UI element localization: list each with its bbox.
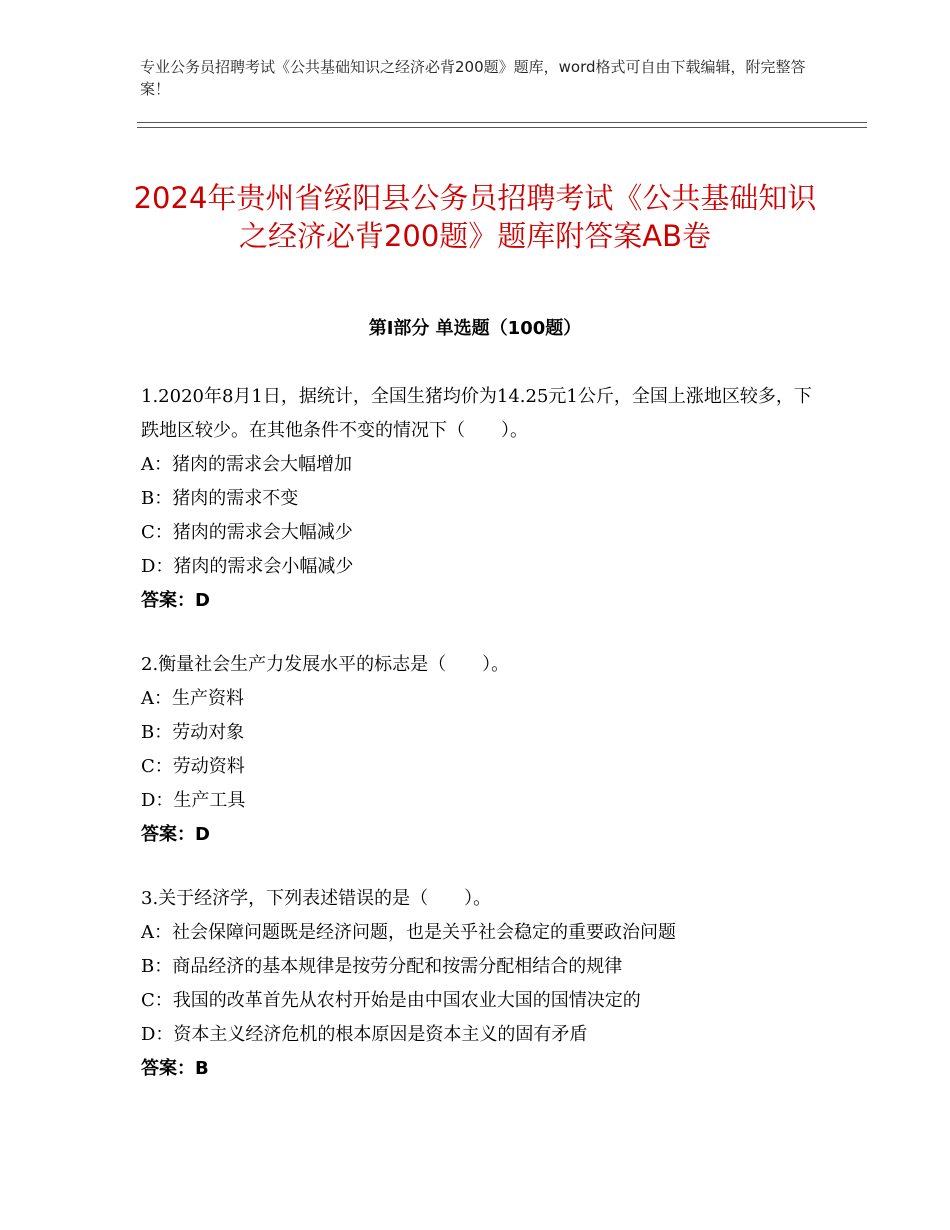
answer-line: 答案：B	[141, 1058, 209, 1079]
option-c: C：我国的改革首先从农村开始是由中国农业大国的国情决定的	[141, 990, 641, 1011]
option-a: A：社会保障问题既是经济问题，也是关乎社会稳定的重要政治问题	[141, 922, 676, 943]
option-b: B：猪肉的需求不变	[141, 488, 299, 509]
header-note: 专业公务员招聘考试《公共基础知识之经济必背200题》题库，word格式可自由下载编辑，附完整答案！	[140, 58, 806, 98]
question-stem: 3.关于经济学，下列表述错误的是（ ）。	[141, 888, 492, 909]
answer-line: 答案：D	[141, 824, 210, 845]
question-1	[141, 380, 821, 618]
option-d: D：资本主义经济危机的根本原因是资本主义的固有矛盾	[141, 1024, 588, 1045]
document-title: 2024年贵州省绥阳县公务员招聘考试《公共基础知识之经济必背200题》题库附答案AB卷	[133, 181, 817, 254]
header-divider	[137, 122, 867, 128]
question-stem: 2.衡量社会生产力发展水平的标志是（ ）。	[141, 654, 510, 675]
section-heading: 第Ⅰ部分 单选题（100题）	[368, 318, 582, 339]
question-2	[141, 648, 821, 852]
option-a: A：猪肉的需求会大幅增加	[141, 454, 352, 475]
option-a: A：生产资料	[141, 688, 244, 709]
question-list	[141, 380, 821, 1116]
option-d: D：猪肉的需求会小幅减少	[141, 556, 354, 577]
question-3	[141, 882, 821, 1086]
option-c: C：猪肉的需求会大幅减少	[141, 522, 353, 543]
option-c: C：劳动资料	[141, 756, 245, 777]
option-b: B：商品经济的基本规律是按劳分配和按需分配相结合的规律	[141, 956, 623, 977]
option-b: B：劳动对象	[141, 722, 245, 743]
question-stem: 1.2020年8月1日，据统计，全国生猪均价为14.25元1公斤，全国上涨地区较多，下跌地区较少。在其他条件不变的情况下（ ）。	[141, 386, 812, 441]
answer-line: 答案：D	[141, 590, 210, 611]
option-d: D：生产工具	[141, 790, 246, 811]
